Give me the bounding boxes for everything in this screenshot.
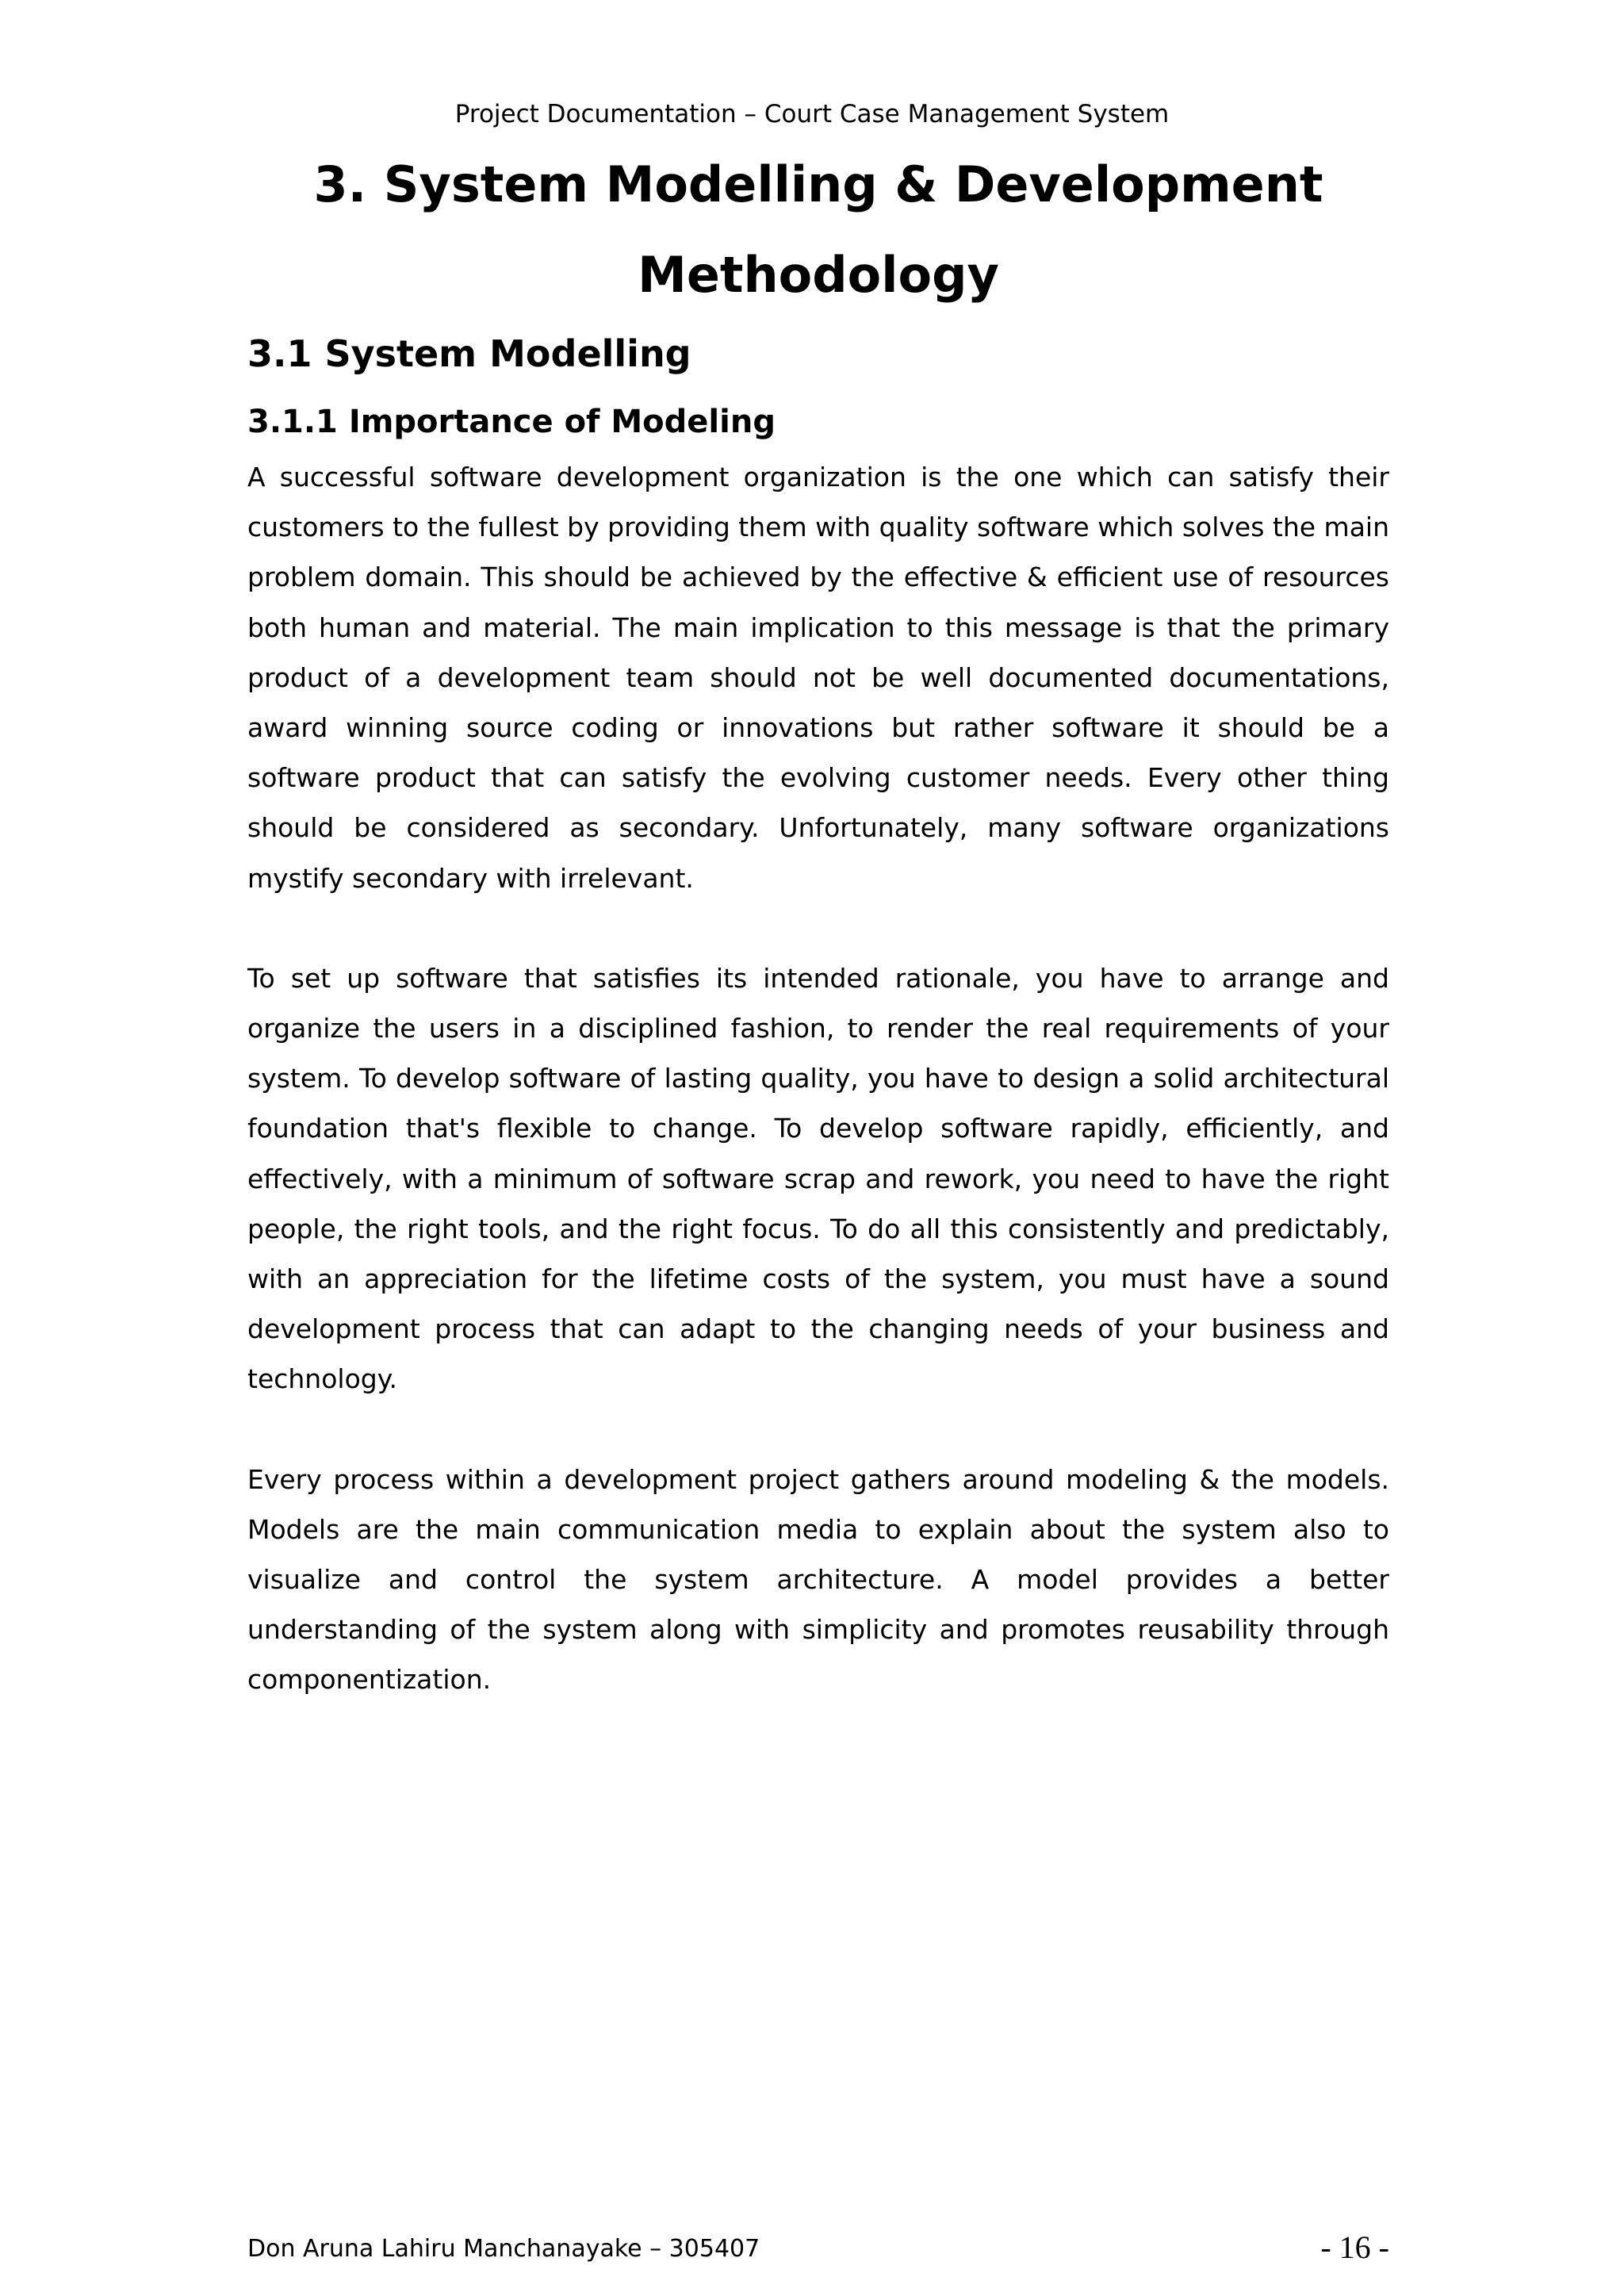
chapter-title [247,140,1389,320]
paragraph: A successful software development organization is the one which can satisfy their customers to the fullest by providing them with quality software which solves the main problem domain. This should be achieved by the effective & efficient use of resources both human and material. The main implication to this message is that the primary product of a development team should not be well documented documentations, award winning source coding or innovations but rather software it should be a software product that can satisfy the evolving customer needs. Every other thing should be considered as secondary. Unfortunately, many software organizations mystify secondary with irrelevant. [247,462,1389,894]
body-text [247,452,1389,1755]
page-number: - 16 - [1320,2229,1389,2265]
chapter-title-line-1: 3. System Modelling & Development [313,155,1323,213]
section-title: 3.1 System Modelling [247,332,691,375]
subsection-title: 3.1.1 Importance of Modeling [247,404,776,440]
footer-author: Don Aruna Lahiru Manchanayake – 305407 [247,2235,760,2263]
chapter-title-line-2: Methodology [638,246,999,304]
page-footer [247,2230,1389,2270]
running-header: Project Documentation – Court Case Management System [454,100,1170,128]
paragraph: To set up software that satisfies its intended rationale, you have to arrange and organize the users in a disciplined fashion, to render the real requirements of your system. To develop software of lasting quality, you have to design a solid architectural foundation that's flexible to change. To develop software rapidly, efficiently, and effectively, with a minimum of software scrap and rework, you need to have the right people, the right tools, and the right focus. To do all this consistently and predictably, with an appreciation for the lifetime costs of the system, you must have a sound development process that can adapt to the changing needs of your business and technology. [247,962,1389,1395]
paragraph: Every process within a development project gathers around modeling & the models. Models are the main communication media to explain about the system also to visualize and control the system architecture. A model provides a better understanding of the system along with simplicity and promotes reusability through componentization. [247,1463,1389,1696]
